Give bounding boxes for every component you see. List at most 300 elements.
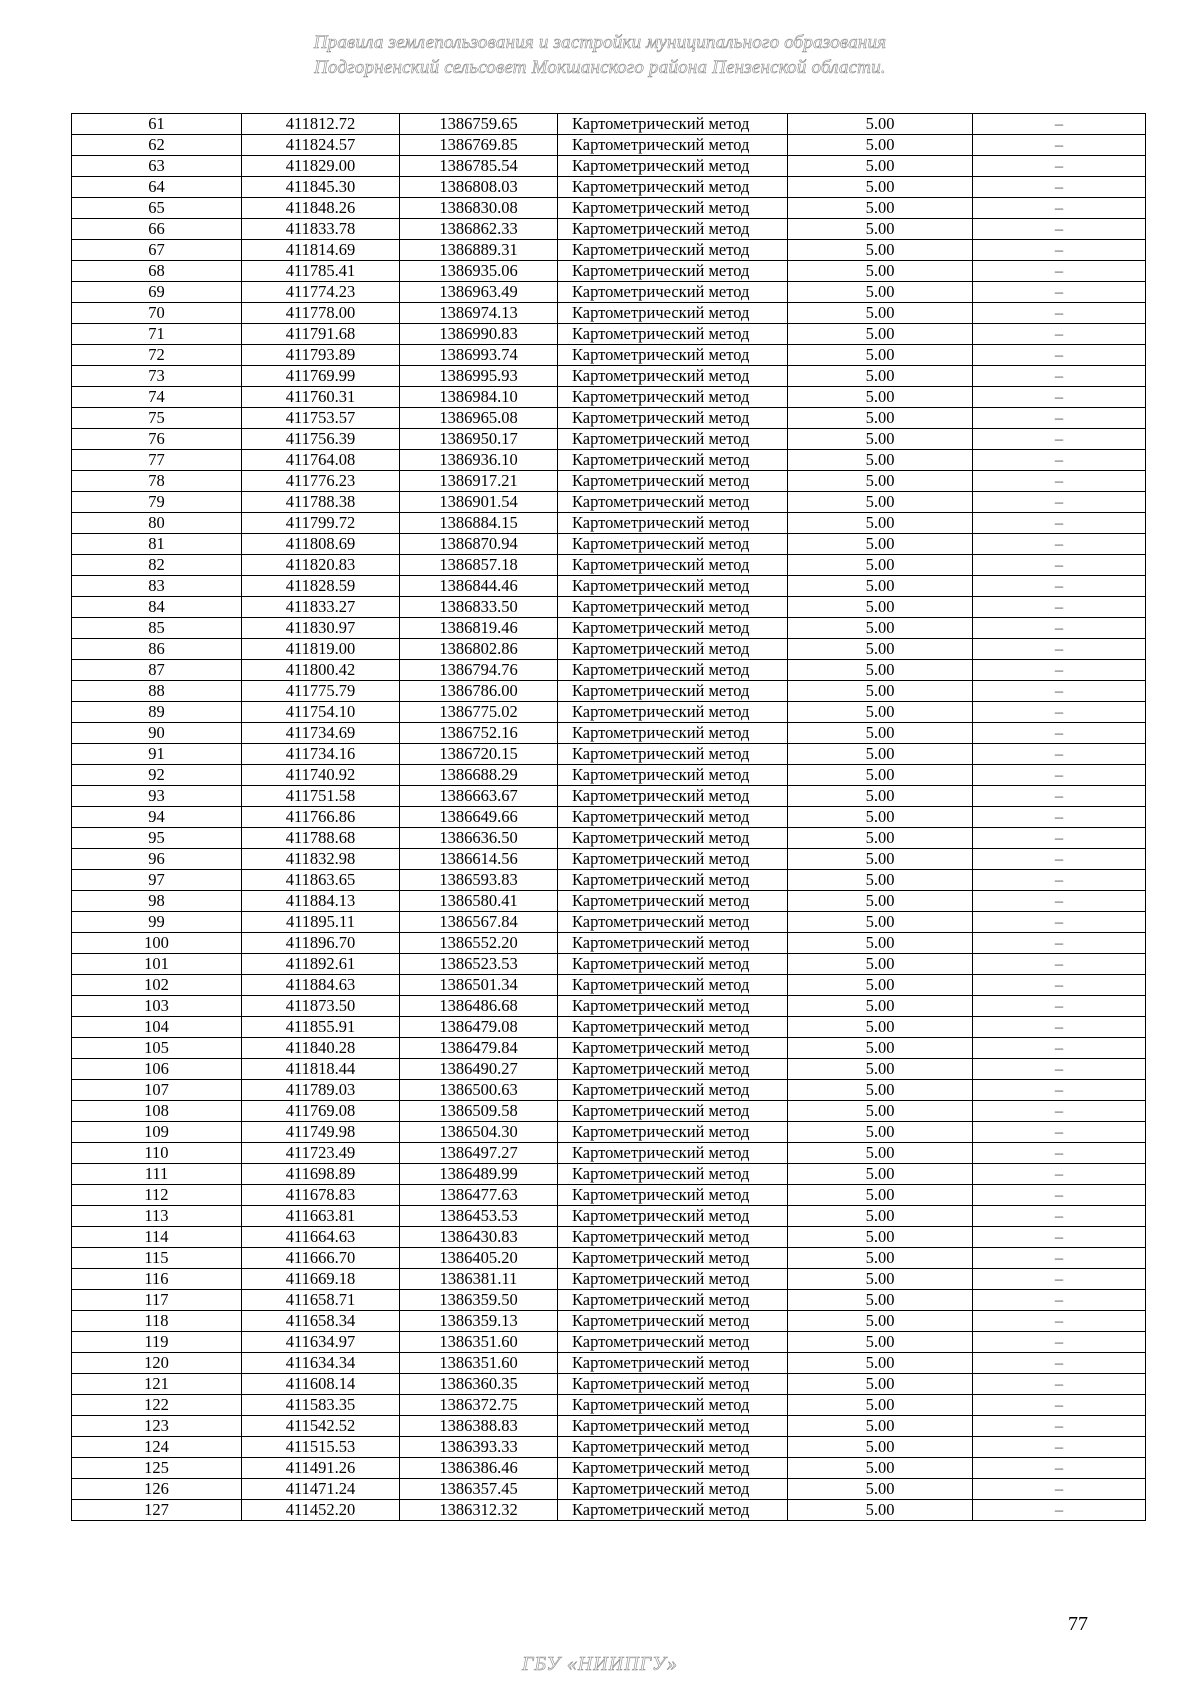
note-cell: – (973, 1038, 1146, 1059)
header-line-1: Правила землепользования и застройки муниципального образования (313, 32, 887, 53)
point-number-cell: 87 (72, 660, 242, 681)
accuracy-cell: 5.00 (788, 1017, 973, 1038)
x-coordinate-cell: 411756.39 (242, 429, 400, 450)
method-cell: Картометрический метод (558, 135, 788, 156)
accuracy-cell: 5.00 (788, 660, 973, 681)
x-coordinate-cell: 411769.08 (242, 1101, 400, 1122)
y-coordinate-cell: 1386950.17 (400, 429, 558, 450)
method-cell: Картометрический метод (558, 1311, 788, 1332)
accuracy-cell: 5.00 (788, 1500, 973, 1521)
table-row (72, 1353, 1146, 1374)
table-row (72, 681, 1146, 702)
y-coordinate-cell: 1386359.50 (400, 1290, 558, 1311)
method-cell: Картометрический метод (558, 807, 788, 828)
point-number-cell: 62 (72, 135, 242, 156)
table-row (72, 513, 1146, 534)
x-coordinate-cell: 411833.27 (242, 597, 400, 618)
x-coordinate-cell: 411766.86 (242, 807, 400, 828)
y-coordinate-cell: 1386688.29 (400, 765, 558, 786)
table-row (72, 954, 1146, 975)
table-row (72, 555, 1146, 576)
y-coordinate-cell: 1386552.20 (400, 933, 558, 954)
y-coordinate-cell: 1386386.46 (400, 1458, 558, 1479)
x-coordinate-cell: 411658.34 (242, 1311, 400, 1332)
table-row (72, 1395, 1146, 1416)
point-number-cell: 89 (72, 702, 242, 723)
page-footer: ГБУ «НИИПГУ» (522, 1653, 678, 1675)
point-number-cell: 92 (72, 765, 242, 786)
point-number-cell: 124 (72, 1437, 242, 1458)
y-coordinate-cell: 1386477.63 (400, 1185, 558, 1206)
table-row (72, 1374, 1146, 1395)
point-number-cell: 118 (72, 1311, 242, 1332)
y-coordinate-cell: 1386351.60 (400, 1332, 558, 1353)
table-row (72, 1206, 1146, 1227)
point-number-cell: 86 (72, 639, 242, 660)
accuracy-cell: 5.00 (788, 219, 973, 240)
table-row (72, 387, 1146, 408)
table-row (72, 975, 1146, 996)
note-cell: – (973, 996, 1146, 1017)
y-coordinate-cell: 1386497.27 (400, 1143, 558, 1164)
point-number-cell: 127 (72, 1500, 242, 1521)
accuracy-cell: 5.00 (788, 1416, 973, 1437)
y-coordinate-cell: 1386663.67 (400, 786, 558, 807)
note-cell: – (973, 576, 1146, 597)
table-row (72, 786, 1146, 807)
y-coordinate-cell: 1386359.13 (400, 1311, 558, 1332)
x-coordinate-cell: 411669.18 (242, 1269, 400, 1290)
point-number-cell: 78 (72, 471, 242, 492)
point-number-cell: 117 (72, 1290, 242, 1311)
note-cell: – (973, 534, 1146, 555)
note-cell: – (973, 114, 1146, 135)
note-cell: – (973, 807, 1146, 828)
method-cell: Картометрический метод (558, 1332, 788, 1353)
accuracy-cell: 5.00 (788, 1290, 973, 1311)
note-cell: – (973, 282, 1146, 303)
note-cell: – (973, 366, 1146, 387)
point-number-cell: 120 (72, 1353, 242, 1374)
method-cell: Картометрический метод (558, 429, 788, 450)
table-row (72, 1416, 1146, 1437)
point-number-cell: 85 (72, 618, 242, 639)
header-line-2: Подгорненский сельсовет Мокшанского района Пензенской области. (314, 57, 886, 78)
y-coordinate-cell: 1386486.68 (400, 996, 558, 1017)
point-number-cell: 107 (72, 1080, 242, 1101)
table-row (72, 849, 1146, 870)
note-cell: – (973, 912, 1146, 933)
y-coordinate-cell: 1386830.08 (400, 198, 558, 219)
note-cell: – (973, 408, 1146, 429)
point-number-cell: 81 (72, 534, 242, 555)
note-cell: – (973, 828, 1146, 849)
method-cell: Картометрический метод (558, 765, 788, 786)
table-row (72, 135, 1146, 156)
note-cell: – (973, 1332, 1146, 1353)
table-row (72, 1143, 1146, 1164)
method-cell: Картометрический метод (558, 471, 788, 492)
table-row (72, 345, 1146, 366)
point-number-cell: 97 (72, 870, 242, 891)
table-row (72, 429, 1146, 450)
point-number-cell: 106 (72, 1059, 242, 1080)
accuracy-cell: 5.00 (788, 471, 973, 492)
note-cell: – (973, 1122, 1146, 1143)
accuracy-cell: 5.00 (788, 765, 973, 786)
table-row (72, 870, 1146, 891)
method-cell: Картометрический метод (558, 1248, 788, 1269)
accuracy-cell: 5.00 (788, 786, 973, 807)
x-coordinate-cell: 411789.03 (242, 1080, 400, 1101)
note-cell: – (973, 177, 1146, 198)
note-cell: – (973, 261, 1146, 282)
x-coordinate-cell: 411583.35 (242, 1395, 400, 1416)
note-cell: – (973, 1248, 1146, 1269)
note-cell: – (973, 1269, 1146, 1290)
x-coordinate-cell: 411634.97 (242, 1332, 400, 1353)
accuracy-cell: 5.00 (788, 891, 973, 912)
note-cell: – (973, 345, 1146, 366)
point-number-cell: 95 (72, 828, 242, 849)
method-cell: Картометрический метод (558, 723, 788, 744)
x-coordinate-cell: 411666.70 (242, 1248, 400, 1269)
x-coordinate-cell: 411824.57 (242, 135, 400, 156)
method-cell: Картометрический метод (558, 1227, 788, 1248)
point-number-cell: 67 (72, 240, 242, 261)
point-number-cell: 94 (72, 807, 242, 828)
method-cell: Картометрический метод (558, 114, 788, 135)
method-cell: Картометрический метод (558, 366, 788, 387)
table-row (72, 534, 1146, 555)
x-coordinate-cell: 411774.23 (242, 282, 400, 303)
table-row (72, 1017, 1146, 1038)
x-coordinate-cell: 411820.83 (242, 555, 400, 576)
point-number-cell: 63 (72, 156, 242, 177)
table-row (72, 1059, 1146, 1080)
y-coordinate-cell: 1386775.02 (400, 702, 558, 723)
accuracy-cell: 5.00 (788, 744, 973, 765)
y-coordinate-cell: 1386808.03 (400, 177, 558, 198)
table-row (72, 324, 1146, 345)
accuracy-cell: 5.00 (788, 1479, 973, 1500)
point-number-cell: 100 (72, 933, 242, 954)
y-coordinate-cell: 1386984.10 (400, 387, 558, 408)
point-number-cell: 123 (72, 1416, 242, 1437)
point-number-cell: 70 (72, 303, 242, 324)
note-cell: – (973, 1206, 1146, 1227)
note-cell: – (973, 1080, 1146, 1101)
table-row (72, 933, 1146, 954)
accuracy-cell: 5.00 (788, 639, 973, 660)
accuracy-cell: 5.00 (788, 954, 973, 975)
note-cell: – (973, 1059, 1146, 1080)
y-coordinate-cell: 1386523.53 (400, 954, 558, 975)
y-coordinate-cell: 1386857.18 (400, 555, 558, 576)
accuracy-cell: 5.00 (788, 996, 973, 1017)
note-cell: – (973, 303, 1146, 324)
method-cell: Картометрический метод (558, 1080, 788, 1101)
note-cell: – (973, 198, 1146, 219)
y-coordinate-cell: 1386312.32 (400, 1500, 558, 1521)
table-row (72, 1164, 1146, 1185)
point-number-cell: 71 (72, 324, 242, 345)
x-coordinate-cell: 411896.70 (242, 933, 400, 954)
y-coordinate-cell: 1386357.45 (400, 1479, 558, 1500)
point-number-cell: 112 (72, 1185, 242, 1206)
y-coordinate-cell: 1386614.56 (400, 849, 558, 870)
note-cell: – (973, 786, 1146, 807)
method-cell: Картометрический метод (558, 1017, 788, 1038)
point-number-cell: 90 (72, 723, 242, 744)
accuracy-cell: 5.00 (788, 1353, 973, 1374)
method-cell: Картометрический метод (558, 324, 788, 345)
note-cell: – (973, 135, 1146, 156)
y-coordinate-cell: 1386844.46 (400, 576, 558, 597)
note-cell: – (973, 450, 1146, 471)
table-row (72, 1122, 1146, 1143)
point-number-cell: 116 (72, 1269, 242, 1290)
note-cell: – (973, 429, 1146, 450)
note-cell: – (973, 891, 1146, 912)
method-cell: Картометрический метод (558, 912, 788, 933)
x-coordinate-cell: 411740.92 (242, 765, 400, 786)
method-cell: Картометрический метод (558, 849, 788, 870)
method-cell: Картометрический метод (558, 345, 788, 366)
table-row (72, 1080, 1146, 1101)
point-number-cell: 103 (72, 996, 242, 1017)
point-number-cell: 66 (72, 219, 242, 240)
note-cell: – (973, 1479, 1146, 1500)
note-cell: – (973, 660, 1146, 681)
method-cell: Картометрический метод (558, 408, 788, 429)
method-cell: Картометрический метод (558, 870, 788, 891)
note-cell: – (973, 1017, 1146, 1038)
note-cell: – (973, 471, 1146, 492)
note-cell: – (973, 954, 1146, 975)
method-cell: Картометрический метод (558, 1500, 788, 1521)
x-coordinate-cell: 411749.98 (242, 1122, 400, 1143)
y-coordinate-cell: 1386509.58 (400, 1101, 558, 1122)
method-cell: Картометрический метод (558, 639, 788, 660)
table-row (72, 1269, 1146, 1290)
method-cell: Картометрический метод (558, 1038, 788, 1059)
x-coordinate-cell: 411664.63 (242, 1227, 400, 1248)
table-row (72, 198, 1146, 219)
x-coordinate-cell: 411808.69 (242, 534, 400, 555)
accuracy-cell: 5.00 (788, 933, 973, 954)
x-coordinate-cell: 411832.98 (242, 849, 400, 870)
x-coordinate-cell: 411799.72 (242, 513, 400, 534)
y-coordinate-cell: 1386372.75 (400, 1395, 558, 1416)
accuracy-cell: 5.00 (788, 828, 973, 849)
note-cell: – (973, 513, 1146, 534)
accuracy-cell: 5.00 (788, 1269, 973, 1290)
accuracy-cell: 5.00 (788, 282, 973, 303)
table-row (72, 1185, 1146, 1206)
y-coordinate-cell: 1386580.41 (400, 891, 558, 912)
y-coordinate-cell: 1386720.15 (400, 744, 558, 765)
accuracy-cell: 5.00 (788, 849, 973, 870)
table-row (72, 1458, 1146, 1479)
point-number-cell: 77 (72, 450, 242, 471)
x-coordinate-cell: 411793.89 (242, 345, 400, 366)
x-coordinate-cell: 411791.68 (242, 324, 400, 345)
table-row (72, 807, 1146, 828)
accuracy-cell: 5.00 (788, 177, 973, 198)
accuracy-cell: 5.00 (788, 1185, 973, 1206)
method-cell: Картометрический метод (558, 1185, 788, 1206)
method-cell: Картометрический метод (558, 618, 788, 639)
x-coordinate-cell: 411764.08 (242, 450, 400, 471)
method-cell: Картометрический метод (558, 1353, 788, 1374)
accuracy-cell: 5.00 (788, 1122, 973, 1143)
accuracy-cell: 5.00 (788, 345, 973, 366)
note-cell: – (973, 1500, 1146, 1521)
table-row (72, 1311, 1146, 1332)
table-row (72, 177, 1146, 198)
x-coordinate-cell: 411452.20 (242, 1500, 400, 1521)
y-coordinate-cell: 1386381.11 (400, 1269, 558, 1290)
method-cell: Картометрический метод (558, 744, 788, 765)
table-row (72, 618, 1146, 639)
x-coordinate-cell: 411855.91 (242, 1017, 400, 1038)
accuracy-cell: 5.00 (788, 408, 973, 429)
table-row (72, 702, 1146, 723)
page-header (0, 30, 1200, 80)
accuracy-cell: 5.00 (788, 723, 973, 744)
y-coordinate-cell: 1386995.93 (400, 366, 558, 387)
point-number-cell: 108 (72, 1101, 242, 1122)
note-cell: – (973, 555, 1146, 576)
note-cell: – (973, 324, 1146, 345)
table-row (72, 240, 1146, 261)
point-number-cell: 72 (72, 345, 242, 366)
note-cell: – (973, 849, 1146, 870)
table-row (72, 261, 1146, 282)
accuracy-cell: 5.00 (788, 912, 973, 933)
table-row (72, 1227, 1146, 1248)
accuracy-cell: 5.00 (788, 366, 973, 387)
x-coordinate-cell: 411892.61 (242, 954, 400, 975)
method-cell: Картометрический метод (558, 660, 788, 681)
x-coordinate-cell: 411788.38 (242, 492, 400, 513)
point-number-cell: 101 (72, 954, 242, 975)
note-cell: – (973, 597, 1146, 618)
method-cell: Картометрический метод (558, 1101, 788, 1122)
point-number-cell: 115 (72, 1248, 242, 1269)
y-coordinate-cell: 1386593.83 (400, 870, 558, 891)
table-row (72, 303, 1146, 324)
method-cell: Картометрический метод (558, 1416, 788, 1437)
method-cell: Картометрический метод (558, 576, 788, 597)
method-cell: Картометрический метод (558, 240, 788, 261)
y-coordinate-cell: 1386479.84 (400, 1038, 558, 1059)
accuracy-cell: 5.00 (788, 576, 973, 597)
y-coordinate-cell: 1386636.50 (400, 828, 558, 849)
y-coordinate-cell: 1386479.08 (400, 1017, 558, 1038)
accuracy-cell: 5.00 (788, 450, 973, 471)
method-cell: Картометрический метод (558, 975, 788, 996)
y-coordinate-cell: 1386974.13 (400, 303, 558, 324)
point-number-cell: 61 (72, 114, 242, 135)
table-row (72, 723, 1146, 744)
table-row (72, 492, 1146, 513)
method-cell: Картометрический метод (558, 933, 788, 954)
y-coordinate-cell: 1386917.21 (400, 471, 558, 492)
x-coordinate-cell: 411734.69 (242, 723, 400, 744)
y-coordinate-cell: 1386785.54 (400, 156, 558, 177)
note-cell: – (973, 1311, 1146, 1332)
point-number-cell: 68 (72, 261, 242, 282)
x-coordinate-cell: 411471.24 (242, 1479, 400, 1500)
x-coordinate-cell: 411833.78 (242, 219, 400, 240)
method-cell: Картометрический метод (558, 1164, 788, 1185)
table-row (72, 597, 1146, 618)
point-number-cell: 98 (72, 891, 242, 912)
point-number-cell: 65 (72, 198, 242, 219)
table-row (72, 639, 1146, 660)
table-row (72, 282, 1146, 303)
y-coordinate-cell: 1386901.54 (400, 492, 558, 513)
y-coordinate-cell: 1386884.15 (400, 513, 558, 534)
y-coordinate-cell: 1386453.53 (400, 1206, 558, 1227)
point-number-cell: 105 (72, 1038, 242, 1059)
note-cell: – (973, 1143, 1146, 1164)
note-cell: – (973, 975, 1146, 996)
table-row (72, 576, 1146, 597)
y-coordinate-cell: 1386360.35 (400, 1374, 558, 1395)
accuracy-cell: 5.00 (788, 429, 973, 450)
x-coordinate-cell: 411819.00 (242, 639, 400, 660)
table-row (72, 1101, 1146, 1122)
x-coordinate-cell: 411884.13 (242, 891, 400, 912)
table-row (72, 744, 1146, 765)
x-coordinate-cell: 411873.50 (242, 996, 400, 1017)
x-coordinate-cell: 411723.49 (242, 1143, 400, 1164)
x-coordinate-cell: 411754.10 (242, 702, 400, 723)
x-coordinate-cell: 411751.58 (242, 786, 400, 807)
y-coordinate-cell: 1386430.83 (400, 1227, 558, 1248)
x-coordinate-cell: 411515.53 (242, 1437, 400, 1458)
method-cell: Картометрический метод (558, 450, 788, 471)
accuracy-cell: 5.00 (788, 1458, 973, 1479)
point-number-cell: 82 (72, 555, 242, 576)
accuracy-cell: 5.00 (788, 1164, 973, 1185)
note-cell: – (973, 219, 1146, 240)
accuracy-cell: 5.00 (788, 1248, 973, 1269)
note-cell: – (973, 387, 1146, 408)
note-cell: – (973, 1458, 1146, 1479)
point-number-cell: 111 (72, 1164, 242, 1185)
accuracy-cell: 5.00 (788, 1437, 973, 1458)
x-coordinate-cell: 411608.14 (242, 1374, 400, 1395)
table-row (72, 1479, 1146, 1500)
method-cell: Картометрический метод (558, 1143, 788, 1164)
x-coordinate-cell: 411760.31 (242, 387, 400, 408)
point-number-cell: 122 (72, 1395, 242, 1416)
accuracy-cell: 5.00 (788, 240, 973, 261)
method-cell: Картометрический метод (558, 702, 788, 723)
note-cell: – (973, 1437, 1146, 1458)
x-coordinate-cell: 411830.97 (242, 618, 400, 639)
y-coordinate-cell: 1386889.31 (400, 240, 558, 261)
method-cell: Картометрический метод (558, 513, 788, 534)
accuracy-cell: 5.00 (788, 1038, 973, 1059)
method-cell: Картометрический метод (558, 303, 788, 324)
method-cell: Картометрический метод (558, 1458, 788, 1479)
point-number-cell: 96 (72, 849, 242, 870)
